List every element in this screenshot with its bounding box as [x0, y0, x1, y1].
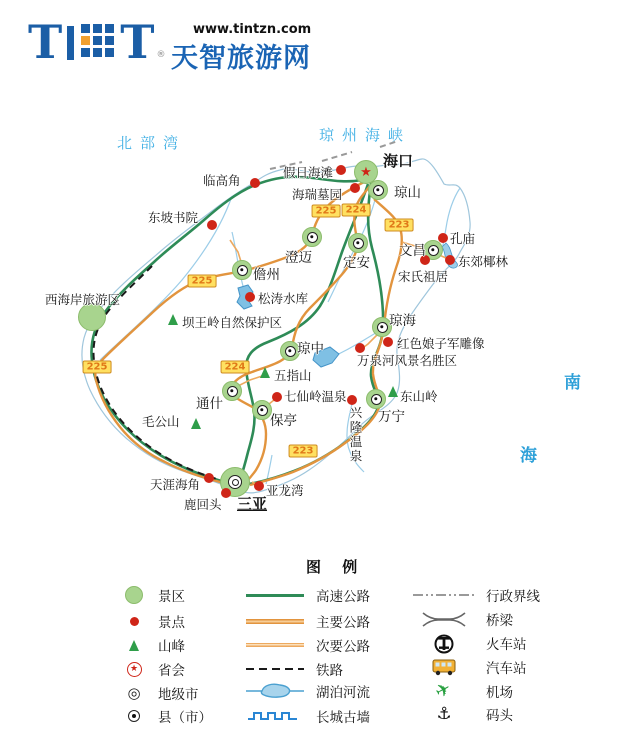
city-marker-chengmai — [302, 227, 322, 247]
legend-item-train-station — [410, 633, 527, 653]
lake-river-icon — [246, 681, 304, 701]
poi-label-tianyahaijiao: 天涯海角 — [150, 477, 201, 492]
city-marker-danzhou — [232, 260, 252, 280]
city-label-wanning: 万宁 — [378, 409, 405, 425]
registered-mark: ® — [156, 50, 166, 60]
road-sign-224: 224 — [342, 204, 371, 217]
city-label-qiongshan: 琼山 — [394, 185, 421, 201]
county-icon — [377, 322, 388, 333]
legend-item-railway — [242, 659, 343, 679]
logo-letter-t1: T — [28, 15, 63, 69]
sea-label-sea: 海 — [520, 446, 537, 466]
capital-star-icon: ★ — [360, 164, 372, 180]
county-icon — [307, 232, 318, 243]
county-icon — [257, 405, 268, 416]
county-icon — [237, 265, 248, 276]
legend-label: 主要公路 — [316, 615, 370, 631]
scenic-spot-icon — [130, 617, 139, 626]
poi-label-qixianling-spring: 七仙岭温泉 — [284, 389, 347, 404]
expressway-line-icon — [246, 594, 304, 597]
scenic-area-icon — [125, 586, 143, 604]
city-label-baoting: 保亭 — [270, 413, 297, 429]
legend-item-expressway — [242, 585, 370, 605]
legend-label: 汽车站 — [486, 661, 527, 677]
peak-icon-wuzhishan — [260, 367, 270, 378]
poi-dot-yalong-bay — [254, 481, 264, 491]
road-sign-225: 225 — [312, 205, 341, 218]
county-icon — [373, 185, 384, 196]
legend-label: 次要公路 — [316, 639, 370, 655]
city-marker-qiongshan — [368, 180, 388, 200]
poi-dot-lingaojiao — [250, 178, 260, 188]
bridge-icon — [421, 611, 467, 628]
legend-item-bridge — [410, 609, 513, 629]
legend-title: 图 例 — [306, 558, 366, 576]
legend-item-lake-river — [242, 681, 370, 701]
legend-item-scenic-spot — [118, 611, 185, 631]
city-label-tongshi: 通什 — [196, 396, 223, 412]
peak-label-maogongshan: 毛公山 — [142, 414, 180, 429]
prefecture-city-icon: ◎ — [127, 683, 141, 702]
poi-dot-confucius-temple — [438, 233, 448, 243]
county-icon — [428, 245, 439, 256]
poi-dot-holiday-beach — [336, 165, 346, 175]
poi-dot-xinglong-spring — [347, 395, 357, 405]
legend-item-airport — [410, 677, 513, 704]
main-road-line-icon — [246, 619, 304, 624]
poi-label-confucius-temple: 孔庙 — [450, 231, 476, 246]
road-sign-224: 224 — [221, 361, 250, 374]
legend-label: 湖泊河流 — [316, 685, 370, 701]
road-sign-223: 223 — [385, 219, 414, 232]
city-marker-dingan — [348, 233, 368, 253]
road-sign-225: 225 — [188, 275, 217, 288]
poi-label-yalong-bay: 亚龙湾 — [266, 483, 304, 498]
legend-item-admin-boundary — [410, 585, 540, 605]
sea-label-beibu-gulf: 北部湾 — [117, 134, 187, 152]
city-marker-baoting — [252, 400, 272, 420]
county-icon — [285, 346, 296, 357]
sea-label-qiongzhou-strait: 琼州海峡 — [319, 126, 412, 144]
peak-label-bawangling: 坝王岭自然保护区 — [182, 315, 283, 330]
poi-label-songtao-reservoir: 松涛水库 — [258, 291, 309, 306]
mountain-peak-icon — [129, 640, 139, 651]
great-wall-icon — [246, 709, 304, 723]
bus-station-icon — [431, 657, 457, 677]
city-label-dingan: 定安 — [343, 255, 370, 271]
train-station-icon — [432, 632, 456, 654]
poi-label-lingaojiao: 临高角 — [203, 173, 241, 188]
legend-label: 县（市） — [158, 710, 212, 726]
peak-icon-maogongshan — [191, 418, 201, 429]
airport-icon: ✈ — [432, 677, 456, 704]
legend-label: 景区 — [158, 589, 185, 605]
poi-dot-qixianling-spring — [272, 392, 282, 402]
poi-dot-hairui-tomb — [350, 183, 360, 193]
legend-item-scenic-area — [118, 585, 185, 605]
road-sign-225: 225 — [83, 361, 112, 374]
poi-label-holiday-beach: 假日海滩 — [283, 165, 334, 180]
legend-label: 铁路 — [316, 663, 343, 679]
admin-boundary-icon — [413, 594, 475, 597]
poi-dot-red-detachment-statue — [383, 337, 393, 347]
legend-item-main-road — [242, 611, 370, 631]
legend-item-capital — [118, 659, 185, 679]
poi-label-red-detachment-statue: 红色娘子军雕像 — [397, 336, 485, 351]
poi-label-dongjiao-coconut: 东郊椰林 — [458, 254, 509, 269]
poi-label-hairui-tomb: 海瑞墓园 — [292, 187, 343, 202]
road-sign-223: 223 — [289, 445, 318, 458]
legend-item-dock — [410, 704, 513, 724]
legend-label: 机场 — [486, 685, 513, 701]
poi-label-dongpo-academy: 东坡书院 — [148, 210, 199, 225]
legend-item-secondary-road — [242, 635, 370, 655]
site-url[interactable]: www.tintzn.com — [193, 22, 312, 37]
legend-item-prefecture-city — [118, 683, 199, 703]
peak-icon-dongshanling — [388, 386, 398, 397]
city-label-chengmai: 澄迈 — [285, 250, 312, 266]
poi-dot-dongjiao-coconut — [445, 255, 455, 265]
poi-label-west-coast: 西海岸旅游区 — [45, 292, 121, 307]
poi-label-luhuitou: 鹿回头 — [184, 497, 222, 512]
legend-label: 行政界线 — [486, 589, 540, 605]
legend-item-great-wall — [242, 706, 370, 726]
legend-label: 桥梁 — [486, 613, 513, 629]
legend-item-county — [118, 706, 212, 726]
poi-label-wanquan-river: 万泉河风景名胜区 — [357, 353, 458, 368]
city-label-qiongzhong: 琼中 — [297, 341, 324, 357]
peak-icon-bawangling — [168, 314, 178, 325]
poi-dot-luhuitou — [221, 488, 231, 498]
county-icon — [227, 386, 238, 397]
legend-label: 山峰 — [158, 639, 185, 655]
sea-label-south: 南 — [564, 373, 581, 393]
peak-label-dongshanling: 东山岭 — [400, 389, 438, 404]
prefecture-icon — [228, 475, 242, 489]
county-icon — [371, 394, 382, 405]
poi-label-song-residence: 宋氏祖居 — [398, 269, 449, 284]
city-label-haikou: 海口 — [383, 152, 414, 170]
railway-line-icon — [246, 668, 304, 671]
logo-letter-t2: T — [120, 15, 155, 69]
legend-label: 码头 — [486, 708, 513, 724]
county-city-icon — [128, 710, 140, 722]
provincial-capital-icon: ★ — [127, 662, 142, 677]
poi-dot-tianyahaijiao — [204, 473, 214, 483]
dock-anchor-icon: ⚓ — [437, 703, 451, 724]
legend-label: 省会 — [158, 663, 185, 679]
poi-label-xinglong-spring: 兴隆温泉 — [348, 406, 363, 464]
legend-item-bus-station — [410, 657, 527, 677]
poi-dot-songtao-reservoir — [245, 292, 255, 302]
legend-label: 高速公路 — [316, 589, 370, 605]
legend-label: 长城古墙 — [316, 710, 370, 726]
city-label-qionghai: 琼海 — [389, 313, 416, 329]
poi-dot-dongpo-academy — [207, 220, 217, 230]
city-label-danzhou: 儋州 — [253, 267, 280, 283]
city-label-wenchang: 文昌 — [399, 243, 426, 259]
city-label-sanya: 三亚 — [237, 495, 268, 513]
legend-label: 火车站 — [486, 637, 527, 653]
legend-label: 景点 — [158, 615, 185, 631]
legend-item-peak — [118, 635, 185, 655]
peak-label-wuzhishan: 五指山 — [274, 368, 312, 383]
secondary-road-line-icon — [246, 643, 304, 646]
city-marker-tongshi — [222, 381, 242, 401]
county-icon — [353, 238, 364, 249]
site-name[interactable]: 天智旅游网 — [171, 43, 311, 74]
legend-label: 地级市 — [158, 687, 199, 703]
